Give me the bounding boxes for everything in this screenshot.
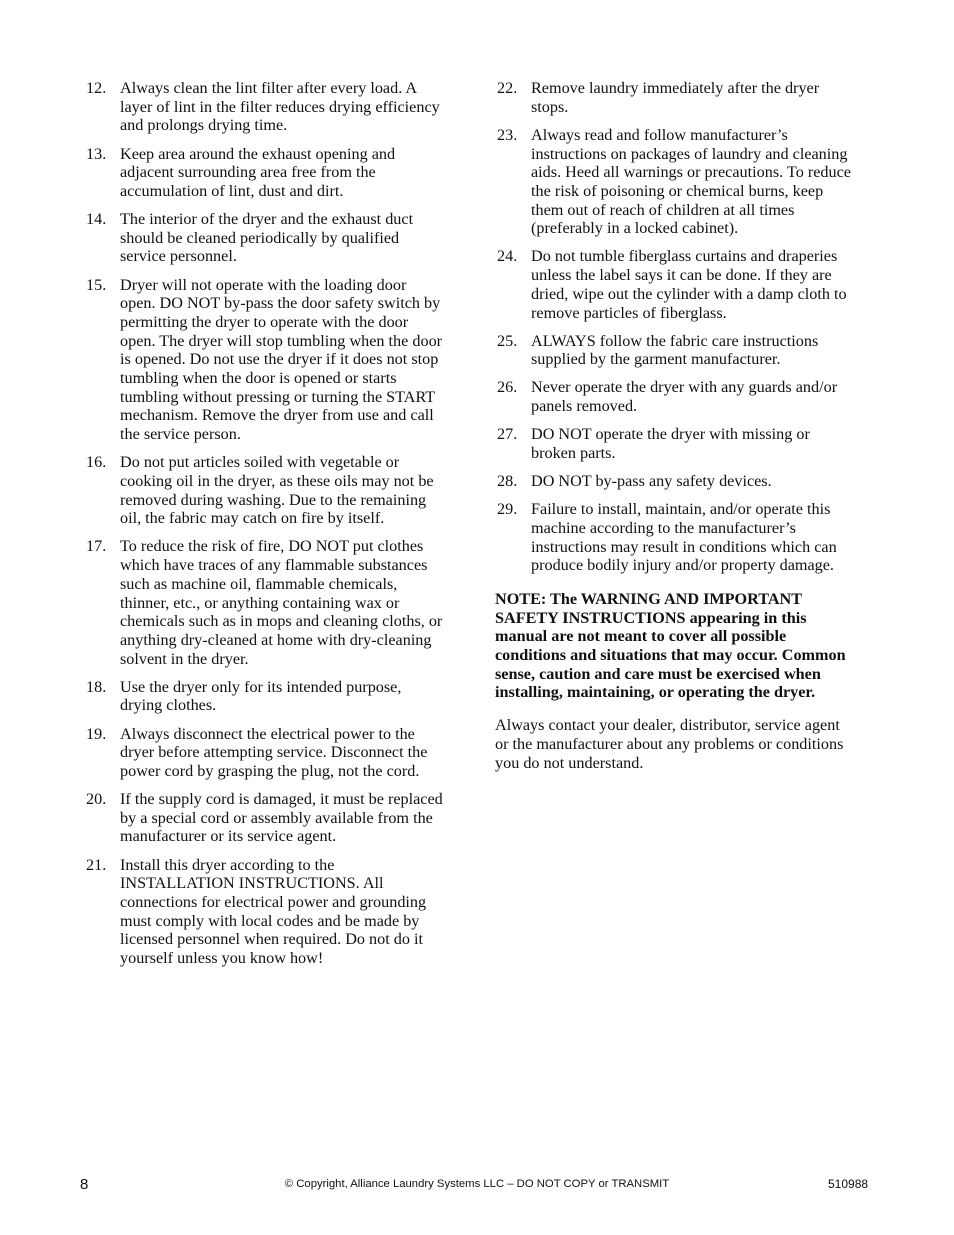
item-number: 20. <box>86 790 107 809</box>
item-number: 22. <box>497 79 518 97</box>
list-item <box>84 79 462 135</box>
item-text: Do not put articles soiled with vegetable or cooking oil in the dryer, as these oils may not be removed during washing. Due to the remaining oil, the fabric may catch on fire by itself. <box>120 453 434 528</box>
item-text: Failure to install, maintain, and/or operate this machine according to the manufacturer’s instructions may result in conditions which can produce bodily injury and/or property damage. <box>531 500 837 575</box>
list-item <box>495 378 873 415</box>
left-column <box>84 79 462 977</box>
safety-note: NOTE: The WARNING AND IMPORTANT SAFETY INSTRUCTIONS appearing in this manual are not meant to cover all possible conditions and situations that may occur. Common sense, caution and care must be exercised when installing, maintaining, or operating the dryer. <box>495 589 846 702</box>
item-number: 29. <box>497 500 518 519</box>
item-text: DO NOT operate the dryer with missing or broken parts. <box>531 425 810 462</box>
right-column <box>495 79 873 772</box>
item-text: Keep area around the exhaust opening and adjacent surrounding area free from the accumulation of lint, dust and dirt. <box>120 144 396 200</box>
item-text: Never operate the dryer with any guards and/or panels removed. <box>531 378 838 416</box>
list-item <box>495 332 873 369</box>
item-number: 16. <box>86 453 107 472</box>
document-number: 510988 <box>828 1177 869 1191</box>
item-number: 24. <box>497 247 518 266</box>
item-number: 15. <box>86 275 107 294</box>
item-number: 27. <box>497 425 518 444</box>
item-text: Always read and follow manufacturer’s instructions on packages of laundry and cleaning aids. Heed all warnings or precautions. To reduce the risk of poisoning or chemical burns, keep them out of reach of children at all times (preferably in a locked cabinet). <box>531 125 851 238</box>
item-number: 21. <box>86 855 107 874</box>
list-item <box>84 210 462 266</box>
item-number: 19. <box>86 724 107 743</box>
list-item <box>84 790 462 846</box>
list-item <box>84 453 462 528</box>
contact-paragraph: Always contact your dealer, distributor, service agent or the manufacturer about any problems or conditions you do not understand. <box>495 716 844 772</box>
item-text: To reduce the risk of fire, DO NOT put clothes which have traces of any flammable substances such as machine oil, flammable chemicals, thinner, etc., or anything containing wax or chemicals such as in mops and cleaning cloths, or anything dry-cleaned at home with dry-cleaning solvent in the dryer. <box>120 537 443 668</box>
item-text: Do not tumble fiberglass curtains and draperies unless the label says it can be done. If they are dried, wipe out the cylinder with a damp cloth to remove particles of fiberglass. <box>531 247 847 322</box>
list-item <box>84 725 462 781</box>
item-text: Always disconnect the electrical power to the dryer before attempting service. Disconnect the power cord by grasping the plug, not the cord. <box>120 724 428 780</box>
item-text: Use the dryer only for its intended purpose, drying clothes. <box>120 677 402 715</box>
item-text: Install this dryer according to the INSTALLATION INSTRUCTIONS. All connections for electrical power and grounding must comply with local codes and be made by licensed personnel when required. Do not do it yourself unless you know how! <box>120 855 427 968</box>
item-text: ALWAYS follow the fabric care instructions supplied by the garment manufacturer. <box>531 331 819 369</box>
item-number: 23. <box>497 125 518 144</box>
item-number: 17. <box>86 537 107 556</box>
item-number: 28. <box>497 472 518 490</box>
item-text: Always clean the lint filter after every load. A layer of lint in the filter reduces drying efficiency and prolongs drying time. <box>120 79 440 135</box>
list-item <box>84 537 462 668</box>
page-footer <box>0 1176 954 1196</box>
list-item <box>84 678 462 715</box>
item-text: DO NOT by-pass any safety devices. <box>531 472 772 490</box>
item-number: 14. <box>86 210 107 228</box>
item-text: Remove laundry immediately after the dryer stops. <box>531 79 820 116</box>
copyright-notice: © Copyright, Alliance Laundry Systems LLC – DO NOT COPY or TRANSMIT <box>284 1178 670 1190</box>
list-item <box>495 500 873 575</box>
list-item <box>84 145 462 201</box>
list-item <box>495 472 873 491</box>
item-text: The interior of the dryer and the exhaust duct should be cleaned periodically by qualified service personnel. <box>120 210 414 266</box>
list-item <box>84 276 462 444</box>
item-number: 26. <box>497 378 518 397</box>
list-item <box>495 247 873 322</box>
item-number: 13. <box>86 144 107 163</box>
page-number: 8 <box>80 1176 89 1193</box>
item-text: If the supply cord is damaged, it must be replaced by a special cord or assembly available from the manufacturer or its service agent. <box>120 790 443 846</box>
item-number: 12. <box>86 79 107 97</box>
item-number: 25. <box>497 331 518 350</box>
item-number: 18. <box>86 677 107 696</box>
list-item <box>495 126 873 238</box>
list-item <box>84 856 462 968</box>
list-item <box>495 79 873 116</box>
item-text: Dryer will not operate with the loading door open. DO NOT by-pass the door safety switch by permitting the dryer to operate with the door open. The dryer will stop tumbling when the door is opened. Do not use the dryer if it does not stop tumbling when the door is opened or starts tumbling without pressing or turning the START mechanism. Remove the dryer from use and call the service person. <box>120 275 443 444</box>
list-item <box>495 425 873 462</box>
